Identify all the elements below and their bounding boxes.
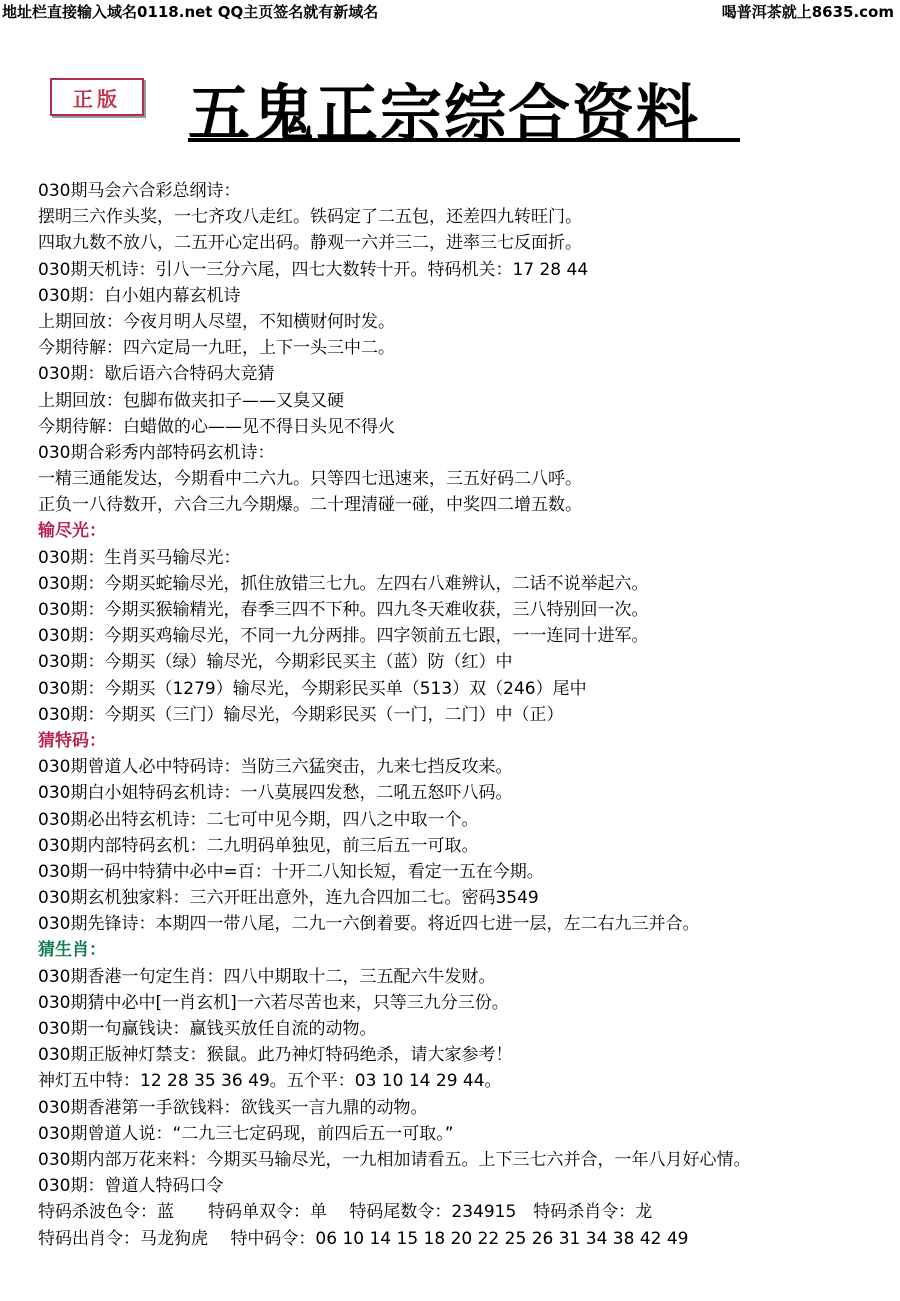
section-heading: 猜生肖： [38,940,106,961]
text-line: 030期曾道人说：“二九三七定码现，前四后五一可取。” [38,1123,454,1144]
text-line: 030期猜中必中[一肖玄机]一六若尽苦也来，只等三九分三份。 [38,992,509,1013]
text-line: 030期：今期买（绿）输尽光，今期彩民买主（蓝）防（红）中 [38,652,513,673]
page-title: 五鬼正宗综合资料 [188,77,701,150]
text-line: 特码出肖令：马龙狗虎 特中码令：06 10 14 15 18 20 22 25 26 31 34 38 42 49 [38,1228,689,1249]
text-line: 030期马会六合彩总纲诗： [38,181,241,201]
text-line: 030期一句赢钱诀：赢钱买放任自流的动物。 [38,1019,377,1039]
text-line: 030期：歇后语六合特码大竞猜 [38,364,275,385]
text-line: 正负一八待数开，六合三九今期爆。二十理清碰一碰，中奖四二增五数。 [38,495,582,516]
title-underline [188,138,740,142]
text-line: 030期香港第一手欲钱料：欲钱买一言九鼎的动物。 [38,1097,428,1118]
text-line: 030期：今期买蛇输尽光，抓住放错三七九。左四右八难辨认，二话不说举起六。 [38,573,649,594]
genuine-stamp: 正版 [50,78,144,116]
text-line: 030期：今期买鸡输尽光，不同一九分两排。四字领前五七跟，一一连同十进军。 [38,626,649,647]
top-left-ad: 地址栏直接输入域名0118.net QQ主页签名就有新域名 [2,3,379,21]
text-line: 030期先锋诗：本期四一带八尾，二九一六倒着要。将近四七进一层，左二右九三并合。 [38,914,700,935]
text-line: 上期回放：包脚布做夹扣子——又臭又硬 [38,390,344,411]
text-line: 030期：白小姐内幕玄机诗 [38,285,241,306]
text-line: 神灯五中特：12 28 35 36 49。五个平：03 10 14 29 44。 [38,1071,502,1092]
text-line: 一精三通能发达，今期看中二六九。只等四七迅速来，三五好码二八呼。 [38,469,582,490]
text-line: 030期曾道人必中特码诗：当防三六猛突击，九来七挡反攻来。 [38,757,513,778]
text-line: 030期正版神灯禁支：猴鼠。此乃神灯特码绝杀，请大家参考！ [38,1045,513,1066]
text-line: 今期待解：四六定局一九旺，上下一头三中二。 [38,338,395,359]
text-line: 030期内部万花来料：今期买马输尽光，一九相加请看五。上下三七六并合，一年八月好心情。 [38,1149,751,1170]
text-line: 030期：曾道人特码口令 [38,1176,224,1197]
text-line: 上期回放：今夜月明人尽望，不知横财何时发。 [38,311,395,332]
text-line: 030期白小姐特码玄机诗：一八莫展四发愁，二吼五怒吓八码。 [38,783,513,804]
text-line: 030期玄机独家料：三六开旺出意外，连九合四加二七。密码3549 [38,888,539,909]
text-line: 030期必出特玄机诗：二七可中见今期，四八之中取一个。 [38,809,479,830]
text-line: 摆明三六作头奖，一七齐攻八走红。铁码定了二五包，还差四九转旺门。 [38,207,582,228]
text-line: 今期待解：白蜡做的心——见不得日头见不得火 [38,416,395,437]
section-heading: 猜特码： [38,730,106,751]
text-line: 030期：今期买猴输精光，春季三四不下种。四九冬天难收获，三八特别回一次。 [38,600,649,620]
text-line: 030期一码中特猜中必中=百：十开二八知长短，看定一五在今期。 [38,861,544,882]
text-line: 030期合彩秀内部特码玄机诗： [38,442,275,463]
content-body [38,178,898,1252]
section-heading: 输尽光： [38,521,106,542]
text-line: 030期：今期买（三门）输尽光，今期彩民买（一门，二门）中（正） [38,704,564,725]
text-line: 030期内部特码玄机：二九明码单独见，前三后五一可取。 [38,835,479,856]
top-right-ad: 喝普洱茶就上8635.com [721,3,894,21]
text-line: 030期：今期买（1279）输尽光，今期彩民买单（513）双（246）尾中 [38,678,587,699]
text-line: 特码杀波色令：蓝 特码单双令：单 特码尾数令：234915 特码杀肖令：龙 [38,1202,653,1223]
top-banner [0,0,900,24]
text-line: 030期香港一句定生肖：四八中期取十二，三五配六牛发财。 [38,966,496,987]
text-line: 030期天机诗：引八一三分六尾，四七大数转十开。特码机关：17 28 44 [38,259,589,280]
text-line: 030期：生肖买马输尽光： [38,547,241,568]
text-line: 四取九数不放八，二五开心定出码。静观一六并三二，进率三七反面折。 [38,233,582,254]
